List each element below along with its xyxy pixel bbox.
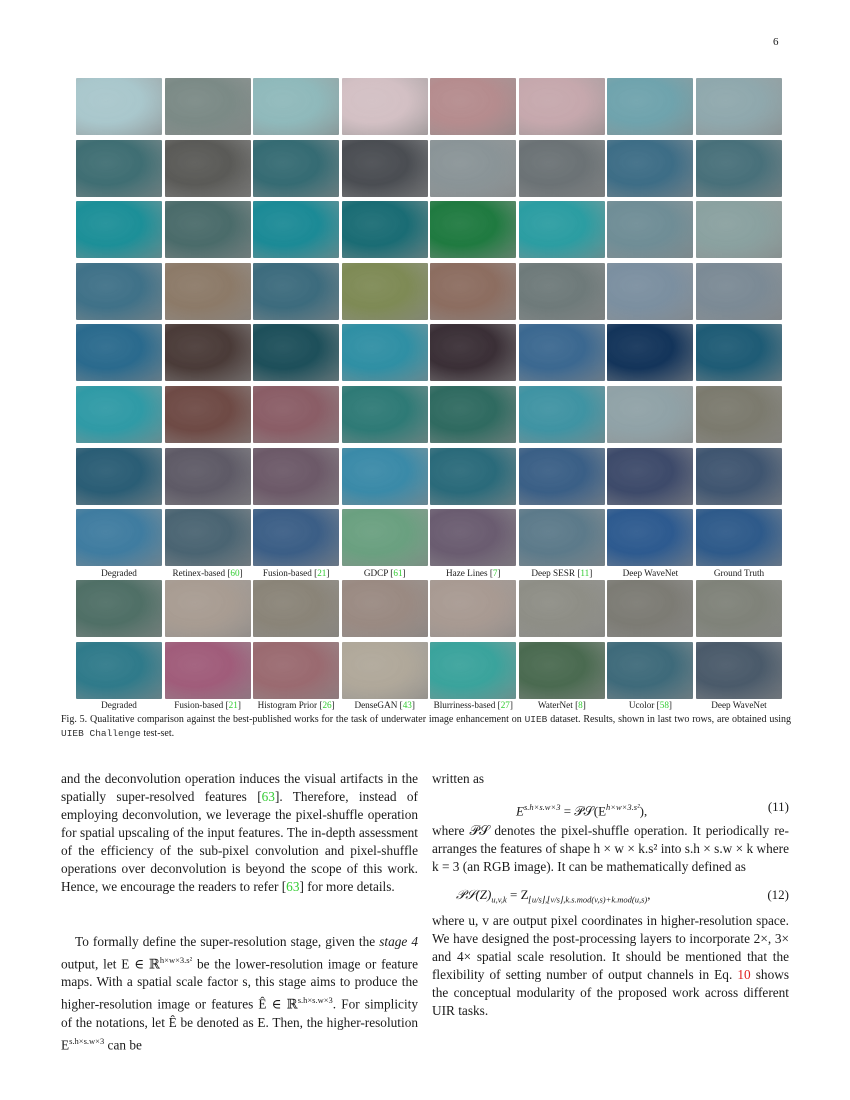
equation-body: $E^{s.h\times s.w\times 3}$ = $𝒫𝒮(E^{h\times w\times 3.s^2})$, — [516, 802, 648, 819]
figure-image-tile — [607, 580, 693, 637]
figure-column-label: Deep WaveNet — [711, 700, 767, 710]
figure-image-tile — [519, 140, 605, 197]
figure-image-tile — [253, 140, 339, 197]
equation-link[interactable]: 10 — [737, 967, 751, 982]
figure-image-tile — [253, 509, 339, 566]
figure-image-tile — [76, 140, 162, 197]
left-column — [61, 770, 418, 1054]
figure-image-tile — [253, 324, 339, 381]
figure-image-tile — [253, 78, 339, 135]
paragraph-intro: written as — [432, 771, 485, 786]
figure-image-tile — [342, 509, 428, 566]
figure-image-tile — [342, 386, 428, 443]
figure-image-tile — [165, 263, 251, 320]
figure-column-label: DenseGAN [43] — [354, 700, 415, 710]
figure-image-tile — [76, 324, 162, 381]
figure-image-tile — [607, 201, 693, 258]
figure-image-tile — [607, 509, 693, 566]
figure-image-tile — [607, 140, 693, 197]
text: . For simplicity of the notations, let Ê be denoted as E. Then, the higher-resolution E — [61, 996, 418, 1053]
figure-image-tile — [430, 263, 516, 320]
figure-image-tile — [165, 580, 251, 637]
figure-image-tile — [165, 140, 251, 197]
figure-image-tile — [519, 509, 605, 566]
text: shows the conceptual modularity of the proposed work across different UIR tasks. — [432, 967, 790, 1018]
figure-image-tile — [519, 642, 605, 699]
figure-column-label: Degraded — [101, 568, 137, 578]
figure-grid-challenge — [76, 580, 782, 699]
figure-image-tile — [253, 263, 339, 320]
math-superscript: h×w×3.s² — [159, 955, 193, 965]
figure-image-tile — [519, 324, 605, 381]
caption-dataset: UIEB — [524, 714, 548, 725]
figure-image-tile — [519, 201, 605, 258]
citation-link[interactable]: 11 — [580, 568, 590, 578]
figure-image-tile — [342, 201, 428, 258]
figure-image-tile — [342, 642, 428, 699]
figure-image-tile — [430, 580, 516, 637]
figure-image-tile — [165, 386, 251, 443]
caption-text: dataset. Results, shown in last two rows, are obtained using — [547, 714, 791, 725]
figure-caption — [61, 713, 791, 741]
figure-image-tile — [696, 386, 782, 443]
citation-link[interactable]: 63 — [286, 879, 300, 894]
figure-column-label: Haze Lines [7] — [445, 568, 501, 578]
equation-12 — [432, 876, 789, 912]
figure-image-tile — [165, 324, 251, 381]
paragraph-output-coords — [432, 912, 789, 1020]
figure-column-label: Ground Truth — [713, 568, 765, 578]
figure-image-tile — [430, 509, 516, 566]
figure-column-label: Blurriness-based [27] — [433, 700, 513, 710]
figure-image-tile — [342, 140, 428, 197]
figure-column-label: Degraded — [101, 700, 137, 710]
equation-number: (12) — [767, 887, 789, 902]
figure-image-tile — [76, 263, 162, 320]
figure-image-tile — [519, 580, 605, 637]
figure-image-tile — [696, 509, 782, 566]
figure-image-tile — [696, 324, 782, 381]
figure-image-tile — [165, 448, 251, 505]
citation-link[interactable]: 21 — [228, 700, 238, 710]
text: output, let E ∈ ℝ — [61, 956, 160, 972]
caption-text: Fig. 5. Qualitative comparison against the best-published works for the task of underwater image enhancement on — [61, 714, 525, 725]
figure-image-tile — [253, 642, 339, 699]
figure-image-tile — [430, 324, 516, 381]
math-superscript: s.h×s.w×3 — [297, 995, 333, 1006]
figure-column-label: Histogram Prior [26] — [257, 700, 335, 710]
figure-image-tile — [76, 580, 162, 637]
figure-image-tile — [342, 324, 428, 381]
equation-number: (11) — [767, 799, 789, 814]
figure-image-tile — [76, 78, 162, 135]
figure-image-tile — [342, 448, 428, 505]
text: ] for more details. — [299, 879, 395, 894]
citation-link[interactable]: 26 — [322, 700, 332, 710]
figure-image-tile — [696, 140, 782, 197]
citation-link[interactable]: 58 — [659, 700, 669, 710]
math-superscript: s.h×s.w×3 — [69, 1035, 105, 1046]
figure-image-tile — [253, 448, 339, 505]
figure-column-label: Fusion-based [21] — [174, 700, 241, 710]
text: be the lower-resolution image or feature maps. With a spatial scale factor s, this stage aims to produce the higher-resolution image or features Ê ∈ ℝ — [61, 956, 418, 1012]
figure-image-tile — [696, 78, 782, 135]
figure-image-tile — [696, 642, 782, 699]
figure-column-label: WaterNet [8] — [537, 700, 586, 710]
citation-link[interactable]: 61 — [393, 568, 403, 578]
caption-text: test-set. — [140, 728, 175, 739]
figure-image-tile — [696, 580, 782, 637]
figure-image-tile — [165, 642, 251, 699]
figure-image-tile — [430, 448, 516, 505]
figure-image-tile — [165, 201, 251, 258]
equation-11 — [432, 788, 789, 822]
figure-image-tile — [696, 201, 782, 258]
paragraph-deconvolution — [61, 770, 418, 896]
figure-image-tile — [76, 386, 162, 443]
figure-column-labels-top — [76, 568, 782, 578]
figure-image-tile — [607, 448, 693, 505]
figure-image-tile — [519, 263, 605, 320]
figure-grid-uieb — [76, 78, 782, 566]
figure-image-tile — [519, 448, 605, 505]
right-column — [432, 770, 789, 1020]
page-number: 6 — [773, 36, 779, 48]
figure-image-tile — [607, 642, 693, 699]
figure-image-tile — [165, 509, 251, 566]
citation-link[interactable]: 8 — [578, 700, 583, 710]
citation-link[interactable]: 27 — [500, 700, 510, 710]
figure-image-tile — [342, 263, 428, 320]
citation-link[interactable]: 63 — [261, 789, 275, 804]
citation-link[interactable]: 43 — [402, 700, 412, 710]
figure-image-tile — [253, 386, 339, 443]
figure-image-tile — [76, 201, 162, 258]
figure-image-tile — [430, 201, 516, 258]
figure-image-tile — [519, 78, 605, 135]
figure-column-label: Deep SESR [11] — [531, 568, 593, 578]
figure-image-tile — [607, 78, 693, 135]
figure-image-tile — [696, 263, 782, 320]
figure-image-tile — [607, 324, 693, 381]
figure-column-label: Deep WaveNet — [622, 568, 679, 578]
figure-image-tile — [607, 263, 693, 320]
figure-image-tile — [607, 386, 693, 443]
figure-image-tile — [76, 509, 162, 566]
figure-image-tile — [430, 386, 516, 443]
text: stage 4 — [379, 934, 419, 949]
figure-column-labels-bottom — [76, 700, 782, 710]
text: where u, v are output pixel coordinates in higher-resolution space. We have designed the post-processing layers to incorporate 2×, 3× and 4× spatial scale resolution. It should be mentioned that the flexibility of setting number of output channels in Eq. — [432, 913, 789, 982]
citation-link[interactable]: 7 — [492, 568, 498, 578]
figure-column-label: Fusion-based [21] — [262, 568, 330, 578]
text: To formally define the super-resolution stage, given the — [75, 934, 380, 949]
figure-image-tile — [430, 642, 516, 699]
figure-image-tile — [430, 140, 516, 197]
figure-image-tile — [519, 386, 605, 443]
figure-image-tile — [430, 78, 516, 135]
figure-image-tile — [253, 201, 339, 258]
figure-image-tile — [253, 580, 339, 637]
text: can be — [104, 1037, 142, 1053]
figure-image-tile — [76, 642, 162, 699]
figure-image-tile — [342, 78, 428, 135]
paragraph-pixel-shuffle: where 𝒫𝒮 denotes the pixel-shuffle operation. It periodically re-arranges the features of shape h × w × k.s² into s.h × s.w × k where k = 3 (an RGB image). It can be mathematically defined as — [432, 823, 789, 874]
text: and the deconvolution operation induces the visual artifacts in the spatially super-resolved features [ — [61, 771, 418, 804]
caption-testset: UIEB Challenge — [61, 728, 141, 739]
figure-image-tile — [76, 448, 162, 505]
text: ]. Therefore, instead of employing deconvolution, we leverage the pixel-shuffle operation for spatial upscaling of the input features. The in-depth assessment of the efficiency of the sub-pixel convolution and pixel-shuffle operations over deconvolution is beyond the scope of this work. Hence, we encourage the readers to refer [ — [61, 789, 418, 894]
citation-link[interactable]: 21 — [317, 568, 327, 578]
figure-image-tile — [696, 448, 782, 505]
figure-image-tile — [342, 580, 428, 637]
figure-column-label: Ucolor [58] — [628, 700, 672, 710]
paragraph-super-resolution — [61, 933, 418, 1054]
equation-body: $𝒫𝒮(Z)_{u,v,k} = Z_{⌊u/s⌋,⌊v/s⌋,k.s.mod(v,s)+k.mod(u,s)}$, — [456, 887, 651, 905]
figure-column-label: Retinex-based [60] — [172, 568, 243, 578]
figure-image-tile — [165, 78, 251, 135]
figure-column-label: GDCP [61] — [363, 568, 406, 578]
citation-link[interactable]: 60 — [230, 568, 240, 578]
